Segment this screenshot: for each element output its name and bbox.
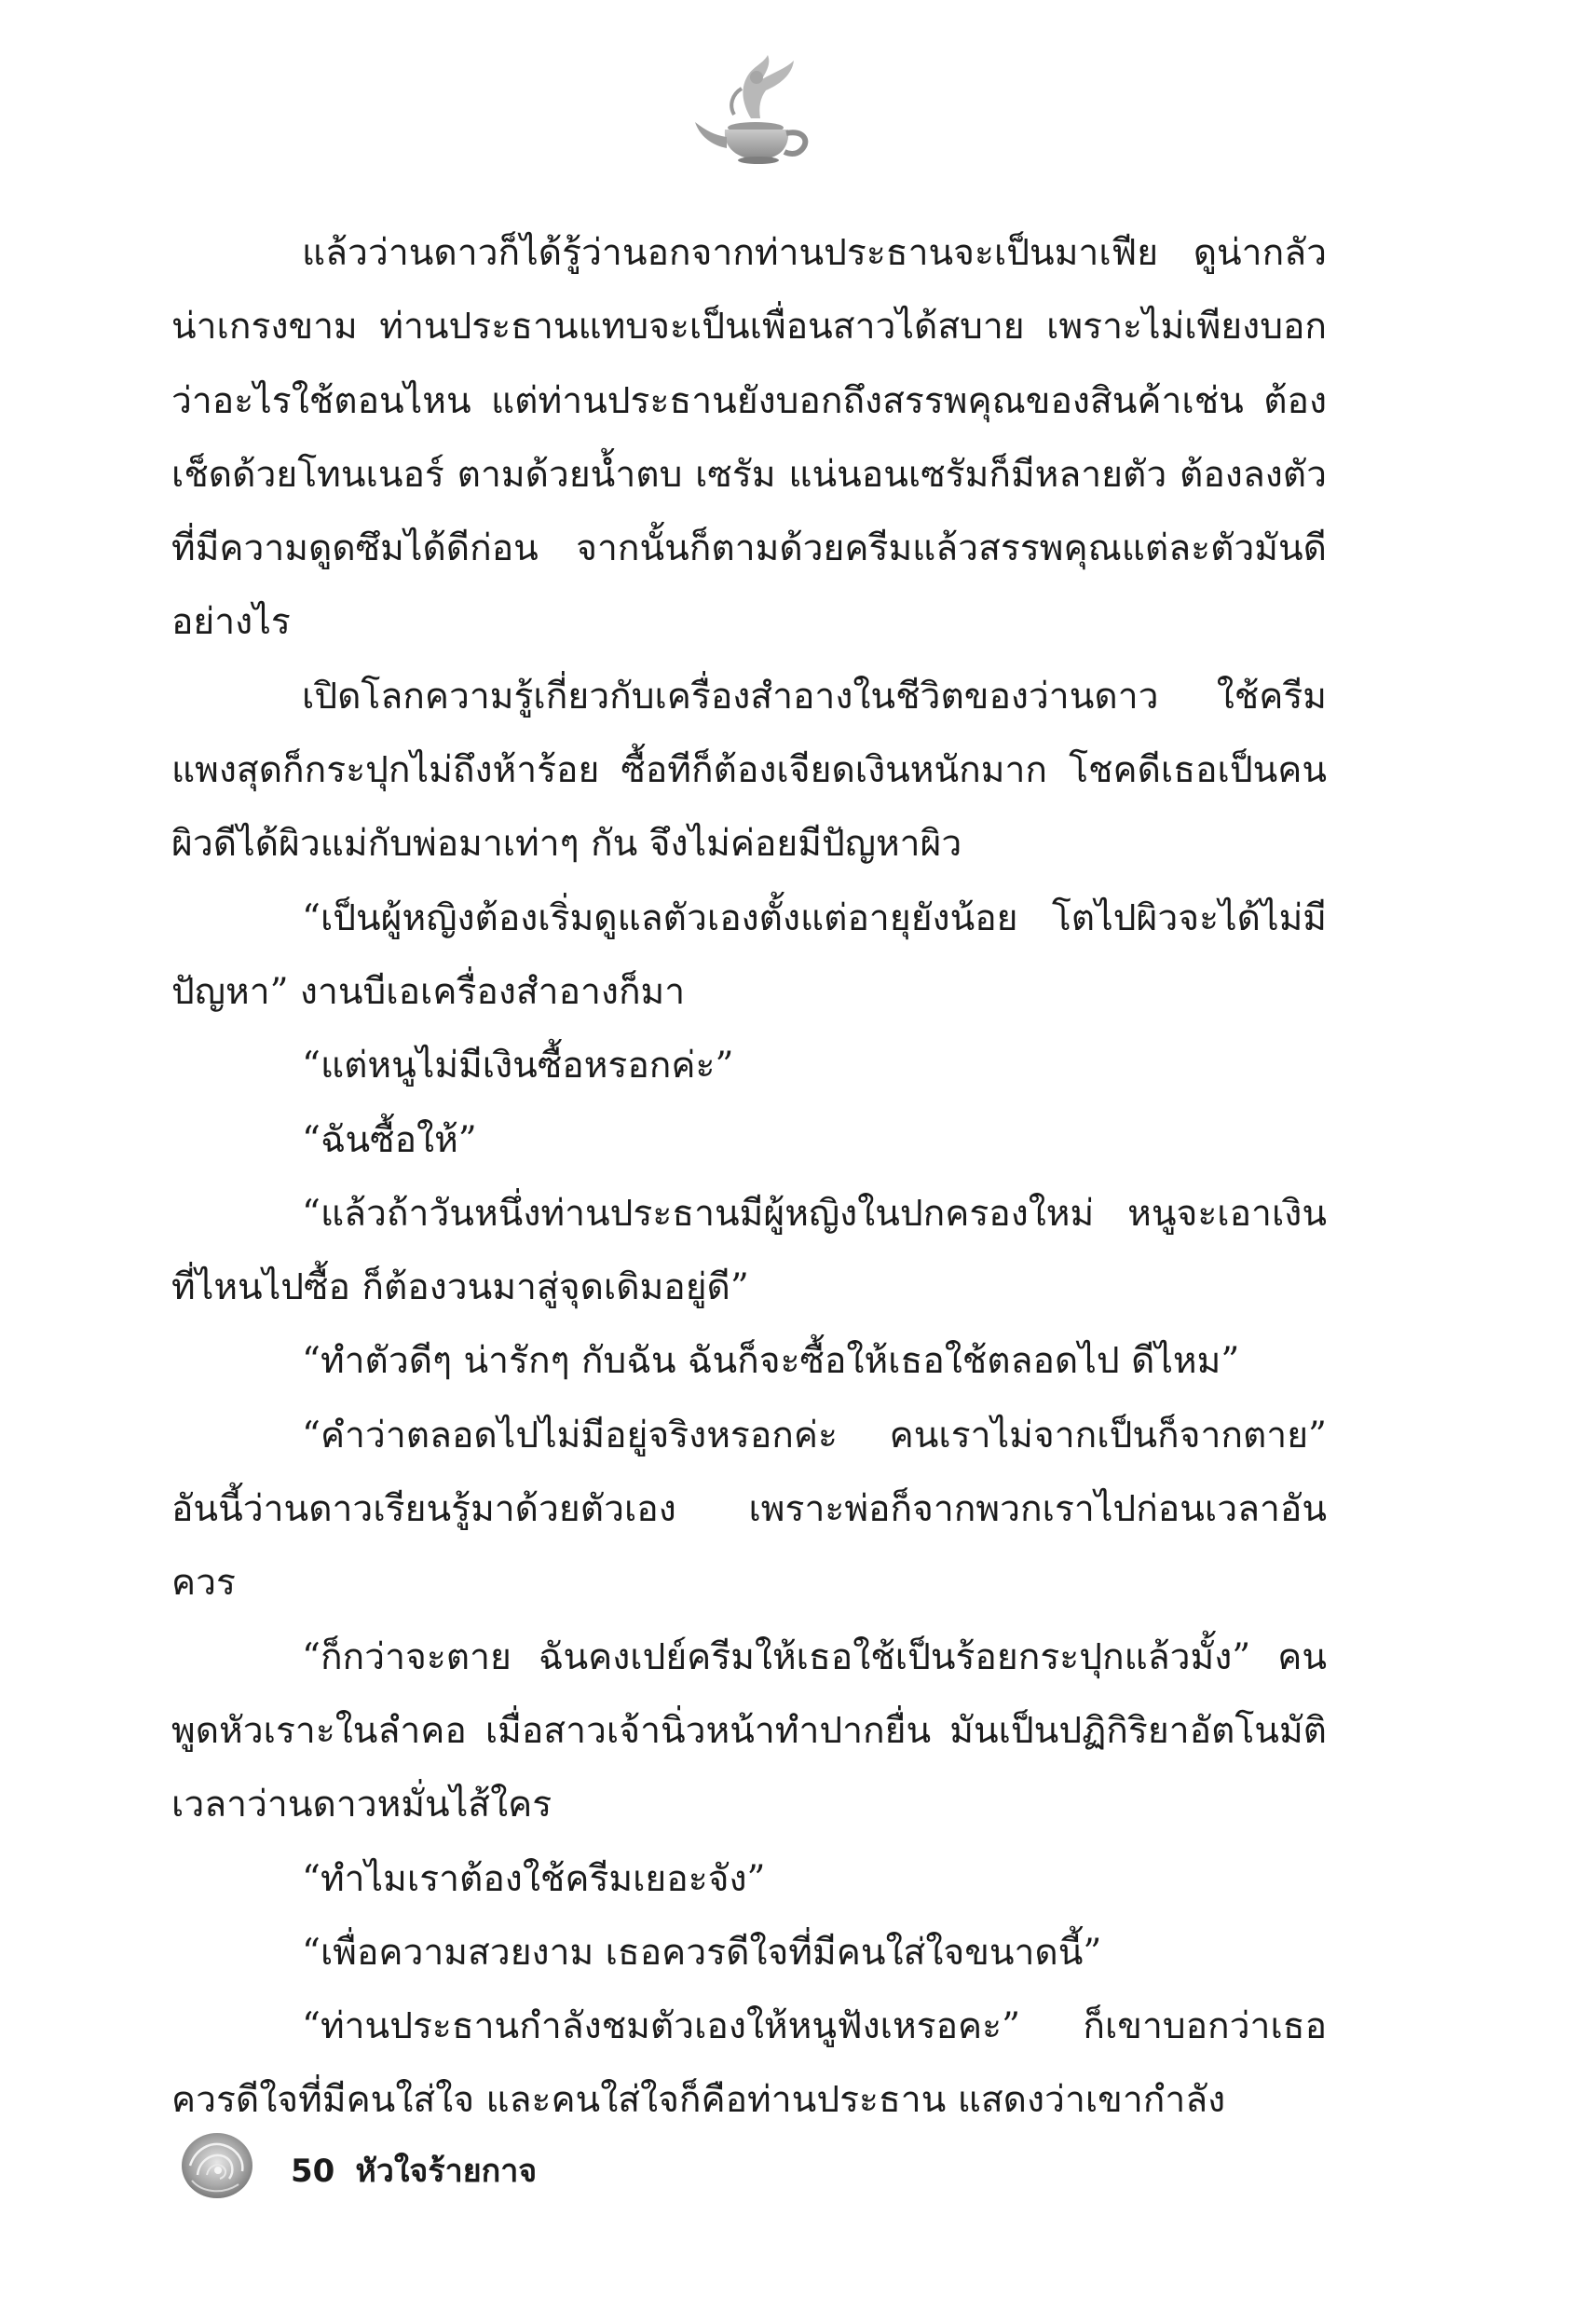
paragraph: “เพื่อความสวยงาม เธอควรดีใจที่มีคนใส่ใจขนาดนี้” bbox=[302, 1931, 1102, 1974]
paragraph: “ฉันซื้อให้” bbox=[302, 1118, 477, 1161]
footer-text bbox=[291, 2145, 557, 2195]
paragraph: “ท่านประธานกำลังชมตัวเองให้หนูฟังเหรอคะ” ก็เขาบอกว่าเธอควรดีใจที่มีคนใส่ใจ และคนใส่ใจก็คือท่านประธาน แสดงว่าเขากำลัง bbox=[171, 2005, 1327, 2122]
paragraph: เปิดโลกความรู้เกี่ยวกับเครื่องสำอางในชีวิตของว่านดาว ใช้ครีมแพงสุดก็กระปุกไม่ถึงห้าร้อย ซื้อทีก็ต้องเจียดเงินหนักมาก โชคดีเธอเป็นคนผิวดีได้ผิวแม่กับพ่อมาเท่าๆ กัน จึงไม่ค่อยมีปัญหาผิว bbox=[171, 675, 1327, 866]
paragraph: “แต่หนูไม่มีเงินซื้อหรอกค่ะ” bbox=[302, 1045, 734, 1087]
book-title: หัวใจร้ายกาจ bbox=[355, 2153, 538, 2190]
paragraph: “คำว่าตลอดไปไม่มีอยู่จริงหรอกค่ะ คนเราไม่จากเป็นก็จากตาย” อันนี้ว่านดาวเรียนรู้มาด้วยตัวเอง เพราะพ่อก็จากพวกเราไปก่อนเวลาอันควร bbox=[171, 1414, 1327, 1605]
teapot-with-figure-icon bbox=[686, 51, 825, 168]
paragraph: “ก็กว่าจะตาย ฉันคงเปย์ครีมให้เธอใช้เป็นร้อยกระปุกแล้วมั้ง” คนพูดหัวเราะในลำคอ เมื่อสาวเจ้านิ่วหน้าทำปากยื่น มันเป็นปฏิกิริยาอัตโนมัติเวลาว่านดาวหมั่นไส้ใคร bbox=[171, 1635, 1327, 1826]
page-footer bbox=[179, 2125, 831, 2208]
rose-icon bbox=[179, 2128, 255, 2201]
page-number: 50 bbox=[291, 2153, 335, 2190]
paragraph: “เป็นผู้หญิงต้องเริ่มดูแลตัวเองตั้งแต่อายุยังน้อย โตไปผิวจะได้ไม่มีปัญหา” งานบีเอเครื่องสำอางก็มา bbox=[171, 896, 1327, 1013]
paragraph: “ทำไมเราต้องใช้ครีมเยอะจัง” bbox=[302, 1857, 766, 1900]
paragraph: “แล้วถ้าวันหนึ่งท่านประธานมีผู้หญิงในปกครองใหม่ หนูจะเอาเงินที่ไหนไปซื้อ ก็ต้องวนมาสู่จุดเดิมอยู่ดี” bbox=[171, 1192, 1327, 1309]
paragraph: แล้วว่านดาวก็ได้รู้ว่านอกจากท่านประธานจะเป็นมาเฟีย ดูน่ากลัวน่าเกรงขาม ท่านประธานแทบจะเป็นเพื่อนสาวได้สบาย เพราะไม่เพียงบอกว่าอะไรใช้ตอนไหน แต่ท่านประธานยังบอกถึงสรรพคุณของสินค้าเช่น ต้องเช็ดด้วยโทนเนอร์ ตามด้วยน้ำตบ เซรัม แน่นอนเซรัมก็มีหลายตัว ต้องลงตัวที่มีความดูดซึมได้ดีก่อน จากนั้นก็ตามด้วยครีมแล้วสรรพคุณแต่ละตัวมันดีอย่างไร bbox=[171, 232, 1327, 644]
paragraph: “ทำตัวดีๆ น่ารักๆ กับฉัน ฉันก็จะซื้อให้เธอใช้ตลอดไป ดีไหม” bbox=[302, 1340, 1240, 1383]
body-text bbox=[171, 216, 1327, 2138]
